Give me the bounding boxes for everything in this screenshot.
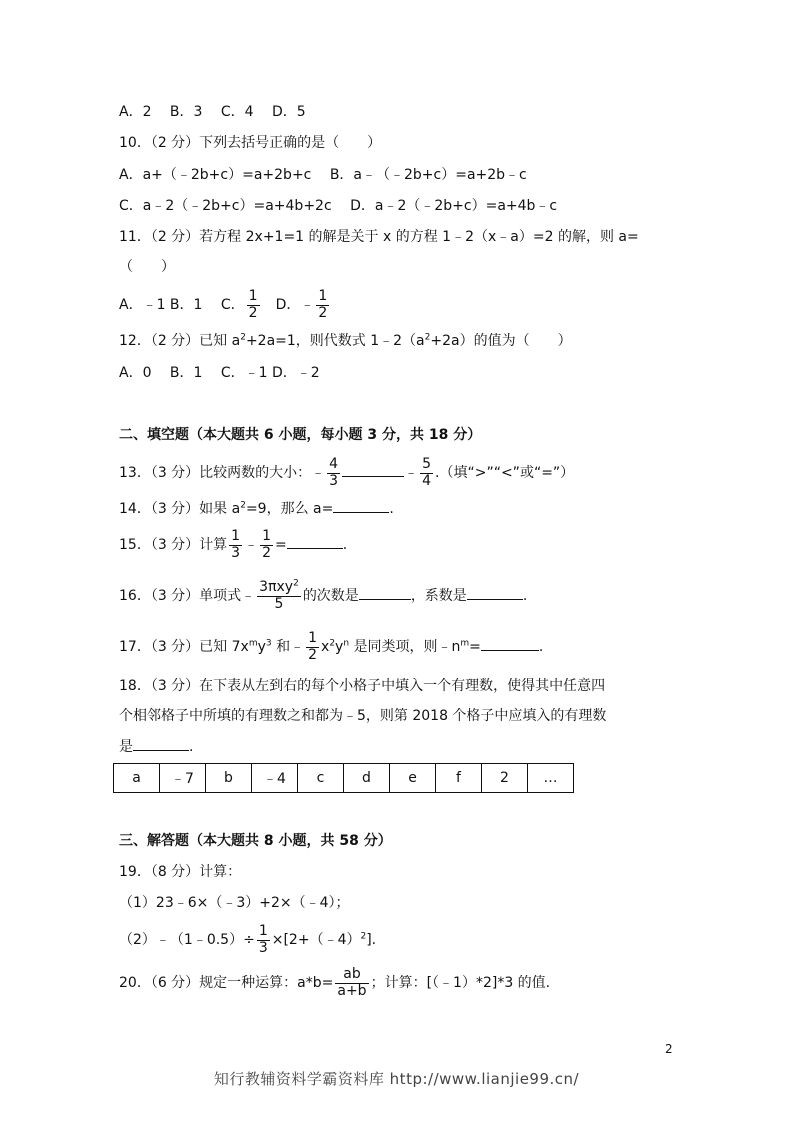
q16: 16．（3 分）单项式﹣ $\frac{3\pi xy^2}{5}$ 的次数是 ，系数是 . [119, 578, 528, 612]
q15-fraction-1: $\frac{1}{3}$ [231, 528, 241, 561]
q18-line2: 个相邻格子中所填的有理数之和都为﹣5，则第 2018 个格子中应填入的有理数 [119, 708, 607, 724]
q20-fraction: $\frac{ab}{a+b}$ [337, 966, 367, 999]
q19-fraction: $\frac{1}{3}$ [258, 923, 268, 956]
q11-stem: 11．（2 分）若方程 2x+1=1 的解是关于 x 的方程 1﹣2（x﹣a）=2 的解，则 a= [119, 229, 639, 245]
q16-degree-blank [359, 585, 411, 600]
q18-cell: c [298, 764, 344, 793]
q18-cell: e [390, 764, 436, 793]
q19-stem: 19．（8 分）计算： [119, 864, 242, 880]
q18-cell: … [528, 764, 574, 793]
q18-cell: b [206, 764, 252, 793]
q10-stem: 10．（2 分）下列去括号正确的是（ ） [119, 135, 382, 151]
q14-answer-blank [333, 498, 389, 513]
q13-fraction-2: $\frac{5}{4}$ [422, 456, 432, 489]
q16-coefficient-blank [467, 585, 523, 600]
section2-title: 二、填空题（本大题共 6 小题，每小题 3 分，共 18 分） [119, 427, 482, 443]
q18-sequence-table [113, 763, 574, 793]
q11-option-d-fraction: $\frac{1}{2}$ [318, 288, 328, 321]
q16-fraction: $\frac{3\pi xy^2}{5}$ [259, 578, 299, 612]
q20: 20．（6 分）规定一种运算：a*b= $\frac{ab}{a+b}$ ；计算：[（﹣1）*2]*3 的值. [119, 966, 551, 999]
q11-stem-cont: （ ） [119, 259, 175, 275]
q18-line3: 是 . [119, 736, 193, 757]
q11-options [119, 288, 331, 322]
q19-part2: （2）﹣（1﹣0.5）÷ $\frac{1}{3}$ ×[2+（﹣4）$^2$]. [119, 923, 377, 956]
q17-fraction: $\frac{1}{2}$ [308, 630, 318, 663]
q18-cell: a [114, 764, 160, 793]
q15-answer-blank [287, 534, 343, 549]
q18-cell: f [436, 764, 482, 793]
q15: 15．（3 分）计算 $\frac{1}{3}$ ﹣ $\frac{1}{2}$ = . [119, 528, 348, 561]
q18-cell: ﹣4 [252, 764, 298, 793]
q18-cell: 2 [482, 764, 528, 793]
q13-answer-blank [342, 462, 404, 477]
q13-fraction-1: $\frac{4}{3}$ [329, 456, 339, 489]
q12-options: A．0 B．1 C．﹣1 D．﹣2 [119, 365, 320, 381]
q18-line1: 18．（3 分）在下表从左到右的每个小格子中填入一个有理数，使得其中任意四 [119, 678, 606, 694]
q11-option-c-fraction: $\frac{1}{2}$ [248, 288, 258, 321]
q19-part1: （1）23﹣6×（﹣3）+2×（﹣4）； [119, 895, 350, 911]
q14: 14．（3 分）如果 $a^2=9$，那么 a= . [119, 498, 394, 519]
q17-answer-blank [481, 636, 539, 651]
footer-watermark: 知行教辅资料学霸资料库 http://www.lianjie99.cn/ [213, 1070, 580, 1088]
q9-options: A．2 B．3 C．4 D．5 [119, 104, 306, 120]
q11-option-ab: A．﹣1 B．1 C． [119, 297, 245, 313]
q17: 17．（3 分）已知 $7x^my^3$ 和﹣ $\frac{1}{2}$ $x^2y^n$ 是同类项，则$﹣n^m=$ . [119, 630, 544, 663]
q15-fraction-2: $\frac{1}{2}$ [262, 528, 272, 561]
q10-options-ab: A．a+（﹣2b+c）=a+2b+c B．a﹣（﹣2b+c）=a+2b﹣c [119, 167, 527, 183]
q13: 13．（3 分）比较两数的大小：﹣ $\frac{4}{3}$ ﹣ $\frac{5}{4}$ .（填“>”“<”或“=”） [119, 456, 575, 489]
q18-cell: ﹣7 [160, 764, 206, 793]
q12-stem: 12．（2 分）已知 $a^2+2a=1$，则代数式 $1﹣2(a^2+2a)$的值为（ ） [119, 332, 572, 349]
page-number: 2 [665, 1042, 673, 1056]
section3-title: 三、解答题（本大题共 8 小题，共 58 分） [119, 833, 392, 849]
q11-option-d: D．﹣ [261, 297, 315, 313]
q18-answer-blank [133, 736, 189, 751]
q10-options-cd: C．a﹣2（﹣2b+c）=a+4b+2c D．a﹣2（﹣2b+c）=a+4b﹣c [119, 198, 558, 214]
q18-cell: d [344, 764, 390, 793]
